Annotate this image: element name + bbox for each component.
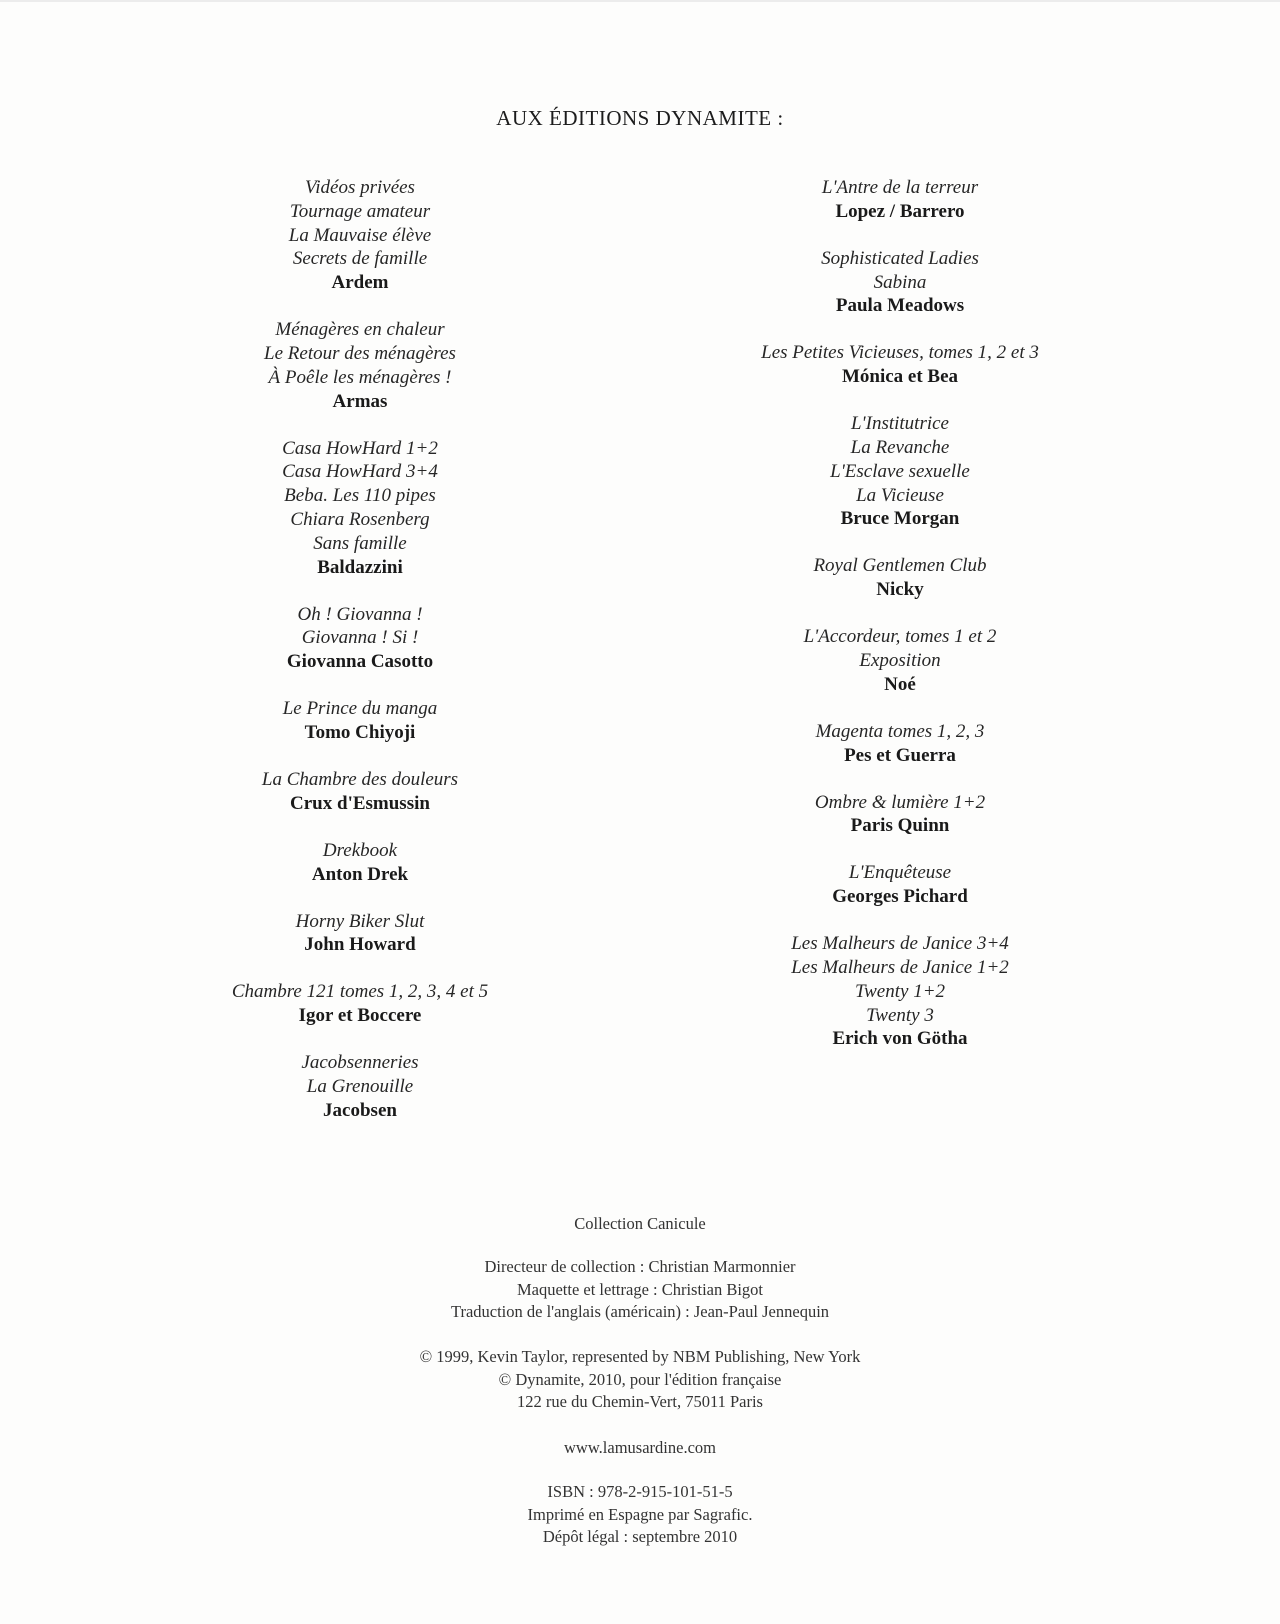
book-title: Le Prince du manga [282, 698, 438, 720]
author-name: Erich von Götha [832, 1028, 968, 1050]
copyright-line: © Dynamite, 2010, pour l'édition française [498, 1369, 782, 1389]
colophon-printing [0, 1481, 1280, 1549]
book-title: L'Institutrice [850, 413, 949, 435]
credit-line: Directeur de collection : Christian Marmonnier [484, 1257, 796, 1276]
book-title: À Poêle les ménagères ! [268, 366, 452, 388]
website-url: www.lamusardine.com [564, 1438, 716, 1457]
printer-line: Imprimé en Espagne par Sagrafic. [527, 1504, 753, 1524]
author-name: Noé [884, 673, 916, 695]
author-name: Nicky [876, 579, 924, 601]
author-name: John Howard [304, 934, 416, 956]
catalog-entry [670, 247, 1130, 319]
catalog-entry [130, 176, 590, 295]
book-title: Casa HowHard 1+2 [282, 437, 438, 459]
catalog-entry [130, 910, 590, 958]
catalog-entry [130, 603, 590, 675]
book-title: La Grenouille [306, 1075, 414, 1097]
colophon-credits [0, 1256, 1280, 1324]
catalog-left-column [130, 176, 590, 1146]
top-border [0, 0, 1280, 2]
catalog-entry [130, 839, 590, 887]
book-title: Exposition [859, 649, 941, 671]
catalog-entry [130, 697, 590, 745]
author-name: Tomo Chiyoji [304, 721, 416, 743]
author-name: Georges Pichard [832, 886, 968, 908]
book-title: L'Enquêteuse [848, 862, 952, 884]
catalog-entry [670, 554, 1130, 602]
catalog-entry [130, 318, 590, 413]
book-title: Vidéos privées [305, 177, 415, 198]
book-title: Secrets de famille [292, 248, 428, 270]
book-title: Sans famille [313, 532, 407, 554]
book-title: Ménagères en chaleur [275, 319, 445, 341]
book-title: Twenty 3 [866, 1004, 934, 1026]
author-name: Mónica et Bea [841, 366, 959, 388]
book-title: Ombre & lumière 1+2 [814, 791, 986, 813]
author-name: Igor et Boccere [298, 1005, 422, 1027]
book-title: Magenta tomes 1, 2, 3 [815, 720, 985, 742]
author-name: Baldazzini [317, 556, 403, 578]
book-title: Beba. Les 110 pipes [284, 485, 436, 507]
book-title: Sophisticated Ladies [821, 247, 979, 269]
author-name: Lopez / Barrero [835, 200, 965, 222]
book-title: Chambre 121 tomes 1, 2, 3, 4 et 5 [231, 981, 489, 1003]
book-title: Casa HowHard 3+4 [282, 461, 438, 483]
author-name: Pes et Guerra [844, 744, 956, 766]
author-name: Bruce Morgan [840, 508, 960, 530]
author-name: Giovanna Casotto [286, 651, 434, 673]
book-title: Horny Biker Slut [295, 910, 425, 932]
catalog-entry [670, 625, 1130, 697]
catalog-entry [670, 861, 1130, 909]
author-name: Paula Meadows [835, 295, 965, 317]
legal-deposit: Dépôt légal : septembre 2010 [542, 1527, 738, 1546]
book-title: La Chambre des douleurs [261, 768, 459, 790]
credit-line: Maquette et lettrage : Christian Bigot [516, 1279, 764, 1299]
book-title: Jacobsenneries [301, 1052, 419, 1074]
catalog-entry [670, 341, 1130, 389]
catalog-entry [130, 437, 590, 580]
book-title: Oh ! Giovanna ! [297, 603, 423, 625]
catalog-entry [670, 176, 1130, 224]
author-name: Armas [332, 390, 388, 412]
book-title: Royal Gentlemen Club [813, 555, 987, 577]
catalog-entry [670, 932, 1130, 1051]
book-title: L'Antre de la terreur [821, 177, 979, 198]
book-title: La Vicieuse [856, 484, 944, 506]
author-name: Paris Quinn [850, 815, 950, 837]
catalog-right-column [670, 176, 1130, 1074]
collection-name: Collection Canicule [574, 1214, 706, 1233]
book-title: Les Malheurs de Janice 1+2 [791, 956, 1009, 978]
book-title: Giovanna ! Si ! [301, 627, 419, 649]
book-title: L'Esclave sexuelle [830, 460, 970, 482]
book-title: La Revanche [850, 436, 950, 458]
colophon-copyright [0, 1346, 1280, 1414]
book-title: Les Malheurs de Janice 3+4 [791, 933, 1009, 955]
catalog-entry [670, 720, 1130, 768]
author-name: Anton Drek [311, 863, 409, 885]
author-name: Jacobsen [323, 1099, 397, 1121]
book-title: Twenty 1+2 [854, 980, 946, 1002]
book-title: L'Accordeur, tomes 1 et 2 [803, 626, 997, 648]
credit-line: Traduction de l'anglais (américain) : Jean-Paul Jennequin [450, 1302, 830, 1321]
author-name: Crux d'Esmussin [290, 792, 430, 814]
book-title: Drekbook [322, 839, 398, 861]
book-title: Les Petites Vicieuses, tomes 1, 2 et 3 [761, 342, 1039, 364]
author-name: Ardem [331, 272, 389, 294]
catalog-entry [130, 1051, 590, 1123]
page-title: AUX ÉDITIONS DYNAMITE : [496, 106, 784, 130]
colophon-website [0, 1437, 1280, 1460]
catalog-entry [130, 980, 590, 1028]
catalog-entry [130, 768, 590, 816]
book-title: Le Retour des ménagères [264, 342, 456, 364]
isbn: ISBN : 978-2-915-101-51-5 [547, 1482, 733, 1501]
book-title: Tournage amateur [289, 200, 431, 222]
colophon-collection [0, 1213, 1280, 1236]
book-title: La Mauvaise élève [288, 224, 432, 246]
catalog-entry [670, 412, 1130, 531]
copyright-line: © 1999, Kevin Taylor, represented by NBM Publishing, New York [419, 1347, 861, 1366]
book-title: Chiara Rosenberg [290, 508, 430, 530]
catalog-entry [670, 791, 1130, 839]
publisher-address: 122 rue du Chemin-Vert, 75011 Paris [517, 1392, 763, 1411]
book-title: Sabina [873, 271, 927, 293]
